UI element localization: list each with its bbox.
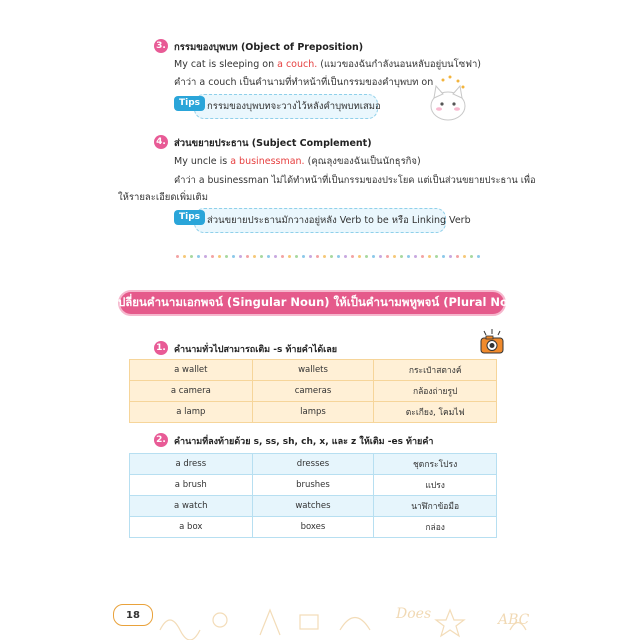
table-row — [130, 360, 497, 381]
section4-example-post: (คุณลุงของฉันเป็นนักธุรกิจ) — [304, 156, 421, 167]
table-row — [130, 475, 497, 496]
section4-number: 4. — [154, 135, 168, 149]
table-cell-singular: a camera — [130, 381, 253, 402]
table-row — [130, 381, 497, 402]
doodle-text-does: Does — [396, 606, 432, 622]
rule1-table — [129, 359, 497, 423]
table-cell-plural: boxes — [252, 517, 374, 538]
page-number: 18 — [113, 604, 153, 626]
section3-title: กรรมของบุพบท (Object of Preposition) — [174, 42, 364, 53]
rule1-title: คำนามทั่วไปสามารถเติม -s ท้ายคำได้เลย — [174, 345, 338, 355]
table-cell-meaning: ชุดกระโปรง — [374, 454, 497, 475]
section4-example-pre: My uncle is — [174, 156, 231, 167]
table-cell-plural: lamps — [252, 402, 374, 423]
table-cell-singular: a box — [130, 517, 253, 538]
rule2-title: คำนามที่ลงท้ายด้วย s, ss, sh, ch, x, และ z ให้เติม -es ท้ายคำ — [174, 437, 434, 447]
section3-tips-text: กรรมของบุพบทจะวางไว้หลังคำบุพบทเสมอ — [207, 101, 381, 112]
table-cell-plural: watches — [252, 496, 374, 517]
section3-example-post: (แมวของฉันกำลังนอนหลับอยู่บนโซฟา) — [317, 59, 481, 70]
section4-example-highlight: a businessman. — [230, 156, 305, 167]
section4-explanation-line1: คำว่า a businessman ไม่ได้ทำหน้าที่เป็นกรรมของประโยค แต่เป็นส่วนขยายประธาน เพื่อ — [174, 175, 536, 186]
table-cell-plural: dresses — [252, 454, 374, 475]
table-cell-singular: a wallet — [130, 360, 253, 381]
table-cell-plural: brushes — [252, 475, 374, 496]
camera-icon — [478, 329, 506, 355]
section3-explanation: คำว่า a couch เป็นคำนามที่ทำหน้าที่เป็นกรรมของคำบุพบท on — [174, 77, 434, 88]
table-cell-meaning: กล่อง — [374, 517, 497, 538]
table-cell-plural: wallets — [252, 360, 374, 381]
section3-tips-box — [194, 94, 381, 119]
section4-tips-badge: Tips — [174, 210, 205, 225]
table-row — [130, 454, 497, 475]
section3-number: 3. — [154, 39, 168, 53]
dotted-separator — [176, 255, 480, 258]
doodle-text-abc: ABC — [498, 612, 530, 628]
table-cell-singular: a dress — [130, 454, 253, 475]
table-row — [130, 517, 497, 538]
section3-example-highlight: a couch. — [277, 59, 318, 70]
footer-doodles — [150, 590, 550, 640]
rule1-number: 1. — [154, 341, 168, 355]
table-cell-plural: cameras — [252, 381, 374, 402]
table-row — [130, 402, 497, 423]
table-cell-meaning: แปรง — [374, 475, 497, 496]
section4-explanation-line2: ให้รายละเอียดเพิ่มเติม — [118, 192, 208, 203]
table-cell-meaning: ตะเกียง, โคมไฟ — [374, 402, 497, 423]
cat-illustration — [418, 70, 478, 130]
section4-tips-text: ส่วนขยายประธานมักวางอยู่หลัง Verb to be หรือ Linking Verb — [207, 215, 471, 226]
section4-tips-box — [194, 208, 471, 233]
section4-title: ส่วนขยายประธาน (Subject Complement) — [174, 138, 372, 149]
table-cell-singular: a watch — [130, 496, 253, 517]
rule2-number: 2. — [154, 433, 168, 447]
section3-tips-badge: Tips — [174, 96, 205, 111]
table-cell-meaning: กระเป๋าสตางค์ — [374, 360, 497, 381]
plural-noun-banner: การเปลี่ยนคำนามเอกพจน์ (Singular Noun) ให้เป็นคำนามพหูพจน์ (Plural Noun) — [118, 290, 506, 316]
section3-example-pre: My cat is sleeping on — [174, 59, 278, 70]
table-cell-meaning: กล้องถ่ายรูป — [374, 381, 497, 402]
table-row — [130, 496, 497, 517]
rule2-table — [129, 453, 497, 538]
table-cell-singular: a lamp — [130, 402, 253, 423]
section4-example — [174, 154, 421, 169]
table-cell-meaning: นาฬิกาข้อมือ — [374, 496, 497, 517]
table-cell-singular: a brush — [130, 475, 253, 496]
